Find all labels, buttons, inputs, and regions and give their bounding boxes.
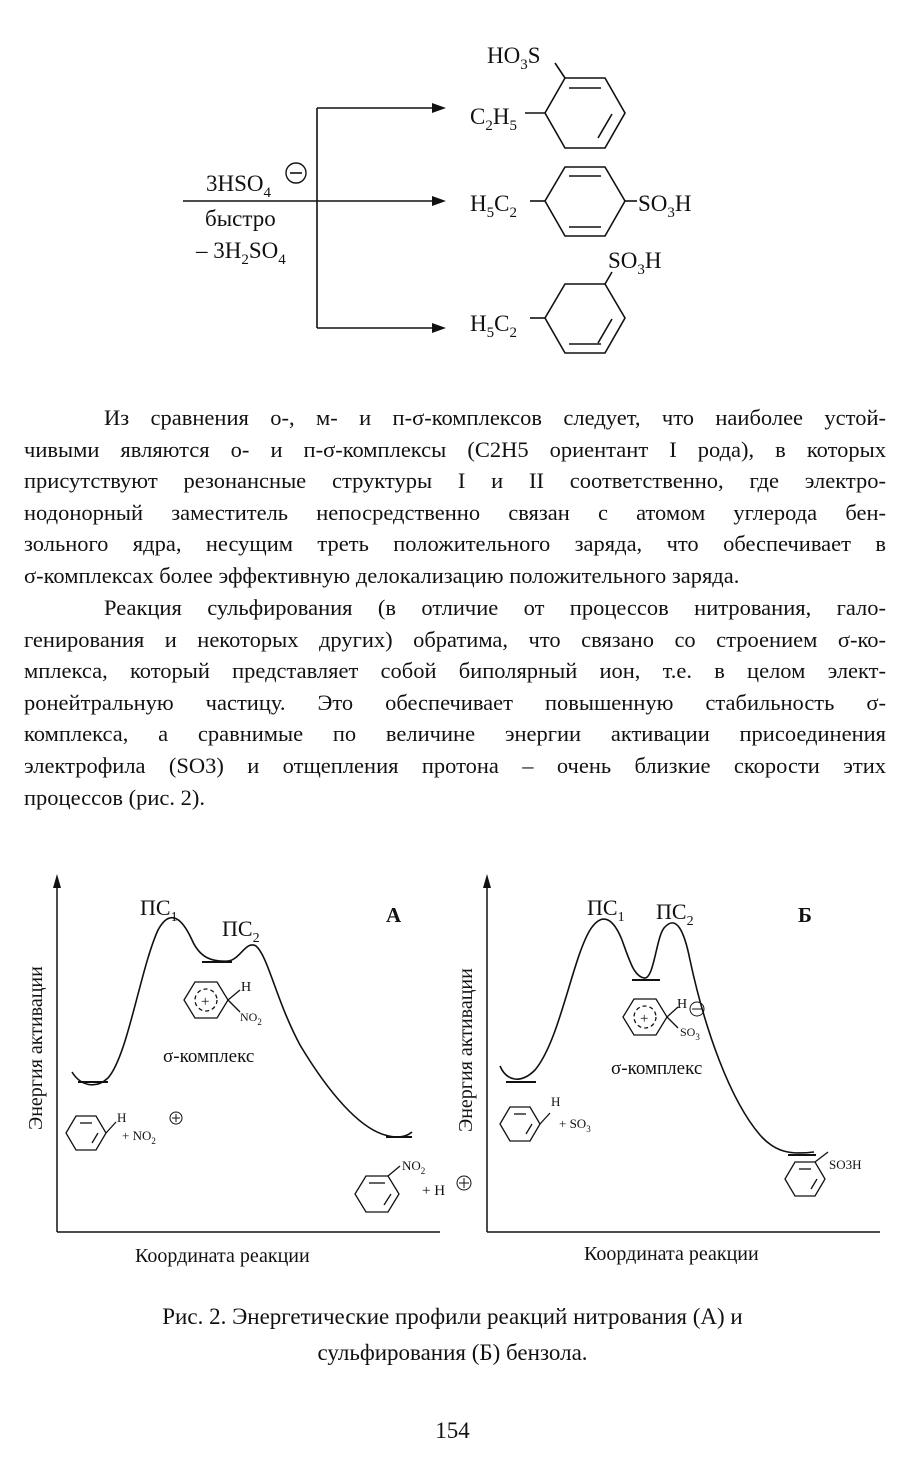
svg-text:H5C2: $H_5C_2$ bbox=[470, 311, 517, 341]
text-line: σ-комплексах более эффективную делокализацию положительного заряда. bbox=[24, 562, 740, 588]
svg-text:NO2: $NO_2$ bbox=[240, 1010, 262, 1027]
meta-product-structure bbox=[470, 248, 662, 353]
svg-text:H: H bbox=[117, 1110, 127, 1125]
svg-text:NO2: $NO_2$ bbox=[402, 1158, 426, 1176]
ortho-product-structure bbox=[470, 43, 625, 148]
y-axis-arrow-icon bbox=[483, 874, 491, 888]
energy-curve bbox=[500, 919, 814, 1153]
figure-caption bbox=[0, 1299, 905, 1371]
svg-text:H: H bbox=[677, 997, 688, 1012]
scheme-reagent: $3HSO_4$ bbox=[206, 171, 272, 201]
text-line: присутствуют резонансные структуры I и II соответственно, где электро- bbox=[24, 468, 886, 494]
sulfonic-acid-product-structure bbox=[785, 1152, 828, 1196]
x-axis-label: Координата реакции bbox=[135, 1245, 310, 1267]
page-number: 154 bbox=[435, 1418, 470, 1443]
nitrobenzene-product-structure bbox=[355, 1166, 400, 1212]
text-line: генирования и некоторых других) обратима, что связано со строением σ-ко- bbox=[24, 626, 886, 652]
negative-charge-icon bbox=[286, 163, 306, 183]
svg-text:+: + bbox=[201, 994, 210, 1010]
positive-charge-icon bbox=[457, 1176, 471, 1190]
panel-letter: А bbox=[386, 903, 402, 927]
reaction-scheme bbox=[0, 0, 905, 380]
svg-text:SO3: $SO_3$ bbox=[680, 1025, 700, 1042]
paragraph-1 bbox=[24, 402, 886, 592]
arrow-head-icon bbox=[432, 196, 446, 206]
svg-text:C2H5: $C_2H_5$ bbox=[470, 104, 517, 134]
arrow-head-icon bbox=[432, 103, 446, 113]
text-line: ронейтральную частицу. Это обеспечивает повышенную стабильность σ- bbox=[24, 689, 886, 715]
scheme-byproduct: – $3H_2SO_4$ bbox=[196, 238, 286, 268]
para-product-structure bbox=[470, 167, 692, 236]
panel-a bbox=[25, 874, 471, 1267]
sigma-complex-b-structure bbox=[623, 999, 678, 1035]
svg-text:H: H bbox=[241, 980, 252, 995]
sigma-complex-a-structure bbox=[184, 982, 240, 1018]
caption-line-2: сульфирования (Б) бензола. bbox=[317, 1340, 588, 1365]
ts2-label: $ПС_2$ bbox=[222, 916, 260, 946]
text-line: нодонорный заместитель непосредственно связан с атомом углерода бен- bbox=[24, 499, 886, 525]
negative-charge-icon bbox=[690, 1002, 704, 1016]
caption-line-1: Рис. 2. Энергетические профили реакций нитрования (А) и bbox=[162, 1304, 743, 1329]
svg-text:+: + bbox=[640, 1011, 649, 1027]
y-axis-arrow-icon bbox=[53, 874, 61, 888]
complex-label: σ-комплекс bbox=[163, 1046, 255, 1067]
text-line: Реакция сульфирования (в отличие от процессов нитрования, гало- bbox=[104, 595, 886, 620]
energy-curve bbox=[72, 918, 412, 1137]
panel-b bbox=[455, 874, 880, 1265]
energy-profile-figure bbox=[0, 870, 905, 1280]
panel-letter: Б bbox=[798, 903, 812, 927]
ts1-label: $ПС_1$ bbox=[140, 895, 178, 925]
product-label: + H bbox=[422, 1183, 446, 1199]
svg-text:HO3S: $HO_3S$ bbox=[487, 43, 541, 73]
benzene-reactant-structure bbox=[500, 1107, 550, 1141]
svg-text:H5C2: $H_5C_2$ bbox=[470, 191, 517, 221]
x-axis-label: Координата реакции bbox=[584, 1243, 759, 1265]
positive-charge-icon bbox=[170, 1112, 182, 1124]
text-line: мплекса, который представляет собой биполярный ион, т.е. в целом элект- bbox=[24, 658, 886, 684]
svg-text:SO3H: $SO_3H$ bbox=[638, 191, 692, 221]
text-line: электрофила (SO3) и отщепления протона – очень близкие скорости этих bbox=[24, 752, 886, 778]
text-line: чивыми являются о- и п-σ-комплексы (C2H5 ориентант I рода), в которых bbox=[24, 436, 886, 462]
text-line: процессов (рис. 2). bbox=[24, 784, 205, 810]
ts2-label: $ПС_2$ bbox=[656, 899, 694, 929]
scheme-condition: быстро bbox=[205, 206, 276, 231]
svg-text:H: H bbox=[551, 1094, 561, 1109]
reactant-label: + $NO_2$ bbox=[122, 1128, 156, 1146]
text-line: комплекса, а сравнимые по величине энергии активации присоединения bbox=[24, 721, 886, 747]
reactant-label: + $SO_3$ bbox=[559, 1116, 591, 1134]
ts1-label: $ПС_1$ bbox=[587, 895, 625, 925]
y-axis-label: Энергия активации bbox=[25, 966, 47, 1130]
complex-label: σ-комплекс bbox=[611, 1058, 703, 1079]
paragraph-2 bbox=[24, 592, 886, 813]
svg-text:SO3H: $SO_3H$ bbox=[608, 248, 662, 278]
y-axis-label: Энергия активации bbox=[455, 968, 477, 1132]
benzene-reactant-structure bbox=[66, 1116, 116, 1150]
product-label: SO3H bbox=[829, 1157, 862, 1172]
text-line: Из сравнения о-, м- и п-σ-комплексов следует, что наиболее устой- bbox=[104, 405, 886, 430]
arrow-head-icon bbox=[432, 323, 446, 333]
text-line: зольного ядра, несущим треть положительного заряда, что обеспечивает в bbox=[24, 531, 886, 557]
